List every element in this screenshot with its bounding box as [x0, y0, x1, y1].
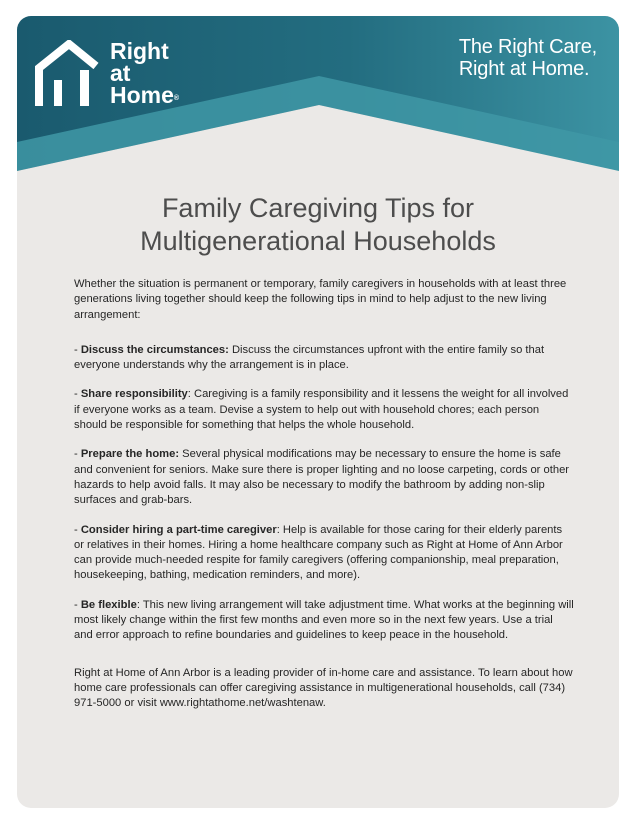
house-icon [34, 40, 104, 110]
article-body [74, 277, 574, 712]
tip-heading: Prepare the home: [80, 448, 180, 461]
intro-paragraph: Whether the situation is permanent or temporary, family caregivers in households with at least three generations living together should keep the following tips in mind to help adjust to the new living arrangement: [74, 278, 567, 321]
closing-paragraph: Right at Home of Ann Arbor is a leading provider of in-home care and assistance. To learn about how home care professionals can offer caregiving assistance in multigenerational households, call (734) 971-5000 or visit www.rightathome.net/washtenaw. [74, 666, 573, 710]
title-line-2: Multigenerational Households [140, 226, 496, 256]
tip-flexible: - Be flexible: This new living arrangement will take adjustment time. What works at the beginning will most likely change within the first few months and even more so in the next few years. Use a trial and error approach to refine boundaries and guidelines to keep peace in the household. [74, 598, 574, 642]
tip-share: - Share responsibility: Caregiving is a family responsibility and it lessens the weight for all involved if everyone works as a team. Devise a system to help out with household chores; each person should be responsible for something that helps the whole household. [74, 388, 569, 432]
tip-hire: - Consider hiring a part-time caregiver: Help is available for those caring for their elderly parents or relatives in their homes. Hiring a home healthcare company such as Right at Home of Ann Arbor can provide much-needed respite for family caregivers (offering companionship, meal preparation, housekeeping, bathing, medication reminders, and more). [74, 523, 563, 582]
tip-heading: Share responsibility [80, 388, 188, 401]
title-line-1: Family Caregiving Tips for [161, 193, 475, 223]
page-title [17, 192, 619, 258]
tip-heading: Be flexible [80, 598, 137, 611]
tip-heading: Consider hiring a part-time caregiver [80, 523, 277, 536]
tip-prepare: - Prepare the home: Several physical modifications may be necessary to ensure the home is safe and convenient for seniors. Make sure there is proper lighting and no loose carpeting, cords or other hazards to help avoid falls. It may also be necessary to modify the bathroom by adding non-slip surfaces and grab-bars. [74, 448, 570, 507]
tip-heading: Discuss the circumstances: [80, 343, 229, 356]
logo-line-right: Right [110, 38, 169, 64]
document-page [17, 16, 619, 808]
tagline-line-2: Right at Home. [458, 58, 590, 80]
logo-wordmark [110, 40, 179, 106]
tagline-line-1: The Right Care, [458, 36, 597, 58]
logo-line-at: at [110, 60, 131, 86]
registered-mark: ® [173, 95, 180, 102]
tip-discuss: - Discuss the circumstances: Discuss the circumstances upfront with the entire family so that everyone understands why the arrangement is in place. [74, 343, 545, 372]
right-at-home-logo[interactable] [34, 40, 244, 112]
logo-line-home: Home® [110, 82, 180, 108]
tagline [459, 36, 597, 80]
